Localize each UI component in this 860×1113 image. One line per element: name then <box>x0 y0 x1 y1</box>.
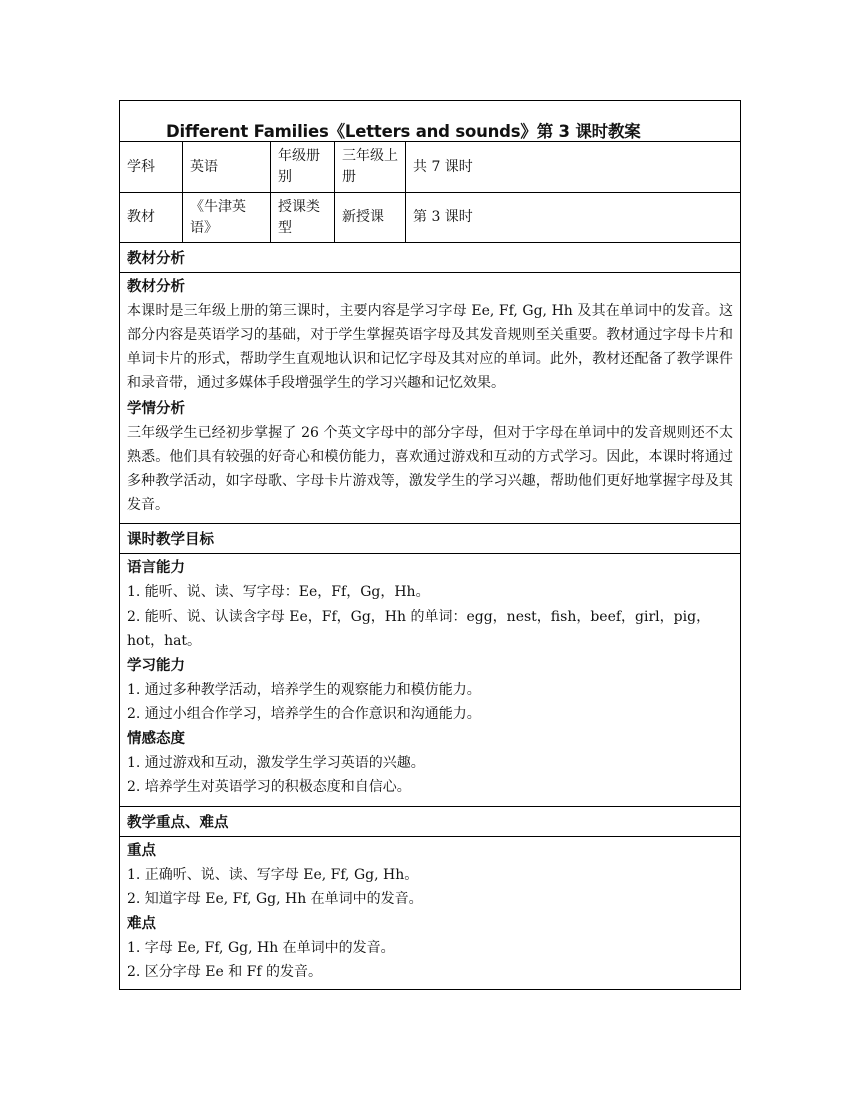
total-periods: 共 7 课时 <box>413 158 473 175</box>
list-item: 1. 正确听、说、读、写字母 Ee, Ff, Gg, Hh。 <box>127 866 419 883</box>
title-row <box>120 101 740 142</box>
section-body-analysis <box>120 273 740 524</box>
paragraph: 本课时是三年级上册的第三课时，主要内容是学习字母 Ee, Ff, Gg, Hh 及其在单词中的发音。这部分内容是英语学习的基础，对于学生掌握英语字母及其发音规则至关重要。教材通过字母卡片和单词卡片的形式，帮助学生直观地认识和记忆字母及其对应的单词。此外，教材还配备了教学课件和录音带，通过多媒体手段增强学生的学习兴趣和记忆效果。 <box>127 303 733 391</box>
info-row-2 <box>120 193 740 243</box>
list-item: 2. 知道字母 Ee, Ff, Gg, Hh 在单词中的发音。 <box>127 891 423 907</box>
info-row-1 <box>120 142 740 193</box>
subheading: 难点 <box>127 915 156 932</box>
lesson-plan-table <box>119 100 741 990</box>
list-item: 1. 能听、说、读、写字母：Ee，Ff，Gg，Hh。 <box>127 584 430 600</box>
subject-label: 学科 <box>120 142 183 192</box>
grade-value: 三年级上册 <box>335 142 406 192</box>
paragraph: 三年级学生已经初步掌握了 26 个英文字母中的部分字母，但对于字母在单词中的发音规则还不太熟悉。他们具有较强的好奇心和模仿能力，喜欢通过游戏和互动的方式学习。因此，本课时将通过多种教学活动，如字母歌、字母卡片游戏等，激发学生的学习兴趣，帮助他们更好地掌握字母及其发音。 <box>127 425 733 513</box>
document-title: Different Families《Letters and sounds》第 3 课时教案 <box>166 122 641 141</box>
subheading: 教材分析 <box>127 279 185 295</box>
list-item: 1. 字母 Ee, Ff, Gg, Hh 在单词中的发音。 <box>127 939 395 956</box>
period-number: 第 3 课时 <box>413 209 473 225</box>
list-item: 1. 通过多种教学活动，培养学生的观察能力和模仿能力。 <box>127 681 481 698</box>
section-heading-analysis: 教材分析 <box>120 243 740 273</box>
list-item: 2. 区分字母 Ee 和 Ff 的发音。 <box>127 964 323 980</box>
section-heading-objectives: 课时教学目标 <box>120 524 740 554</box>
textbook-label: 教材 <box>120 193 183 242</box>
subheading: 情感态度 <box>127 730 185 747</box>
section-heading-key-points: 教学重点、难点 <box>120 807 740 837</box>
subject-value: 英语 <box>183 142 271 192</box>
list-item: 1. 通过游戏和互动，激发学生学习英语的兴趣。 <box>127 754 425 771</box>
subheading: 重点 <box>127 842 156 859</box>
list-item: 2. 通过小组合作学习，培养学生的合作意识和沟通能力。 <box>127 706 481 722</box>
textbook-value: 《牛津英语》 <box>183 193 271 242</box>
subheading: 学习能力 <box>127 657 185 674</box>
list-item: 2. 培养学生对英语学习的积极态度和自信心。 <box>127 779 411 795</box>
list-item: 2. 能听、说、认读含字母 Ee，Ff，Gg，Hh 的单词：egg，nest，fish，beef，girl，pig，hot，hat。 <box>127 608 711 649</box>
lesson-type-label: 授课类型 <box>271 193 335 242</box>
section-body-key-points <box>120 837 740 989</box>
grade-label: 年级册别 <box>271 142 335 192</box>
subheading: 语言能力 <box>127 560 185 576</box>
subheading: 学情分析 <box>127 401 185 417</box>
section-body-objectives <box>120 554 740 807</box>
lesson-type-value: 新授课 <box>335 193 406 242</box>
